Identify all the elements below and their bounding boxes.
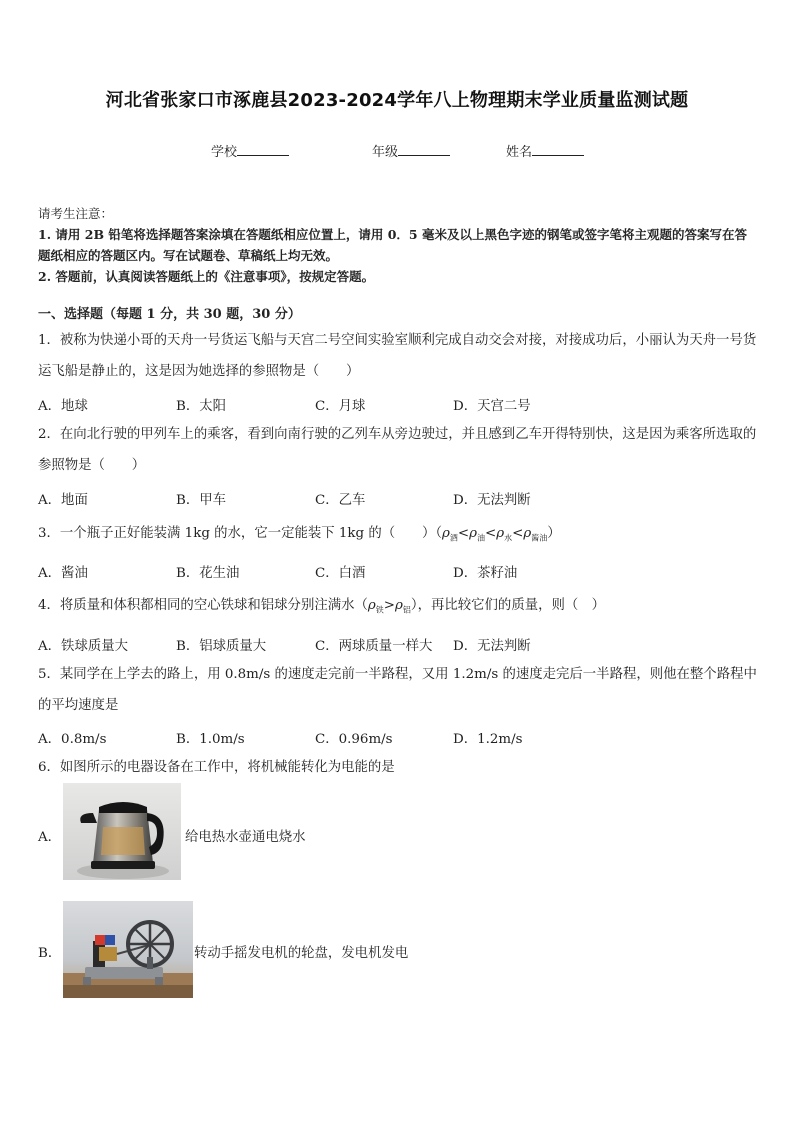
notice-heading: 请考生注意： — [38, 206, 114, 221]
option: C．两球质量一样大 — [315, 639, 433, 654]
option-a-label: A． — [38, 830, 62, 845]
question-3-text: 3．一个瓶子正好能装满 1kg 的水，它一定能装下 1kg 的（ ）（ — [38, 526, 443, 541]
school-field — [211, 141, 289, 160]
question-1-stem: 1．被称为快递小哥的天舟一号货运飞船与天宫二号空间实验室顺利完成自动交会对接，对接成功后，小丽认为天舟一号货运飞船是静止的，这是因为她选择的参照物是（ ） — [38, 333, 757, 379]
option: D．无法判断 — [453, 493, 531, 508]
option: C．乙车 — [315, 493, 366, 508]
school-label: 学校 — [211, 145, 238, 160]
rho-symbol: ρ — [395, 598, 403, 613]
rho-symbol: ρ — [523, 526, 532, 541]
page-title: 河北省张家口市涿鹿县2023-2024学年八上物理期末学业质量监测试题 — [105, 90, 689, 111]
option: C．0.96m/s — [315, 732, 393, 747]
option: B．1.0m/s — [176, 732, 245, 747]
question-4-text: 4．将质量和体积都相同的空心铁球和铝球分别注满水（ — [38, 598, 368, 613]
notice-item-1: 1. 请用 2B 铅笔将选择题答案涂填在答题纸相应位置上，请用 0．5 毫米及以上黑色字迹的钢笔或签字笔将主观题的答案写在答题纸相应的答题区内。写在试题卷、草稿纸上均无效。 — [38, 227, 747, 263]
name-blank — [532, 143, 584, 156]
rho-sub: 水 — [504, 533, 513, 543]
name-label: 姓名 — [506, 145, 533, 160]
option-b-text: 转动手摇发电机的轮盘，发电机发电 — [194, 946, 409, 961]
rho-sub: 油 — [477, 533, 486, 543]
option: C．白酒 — [315, 566, 366, 581]
option: D．茶籽油 — [453, 566, 518, 581]
option: A．0.8m/s — [38, 732, 107, 747]
option: A．铁球质量大 — [38, 639, 129, 654]
rho-sub: 铝 — [402, 605, 411, 615]
notice-item-2: 2. 答题前，认真阅读答题纸上的《注意事项》，按规定答题。 — [38, 269, 375, 284]
grade-blank — [398, 143, 450, 156]
formula-close: ），再比较它们的质量，则（ ） — [410, 598, 606, 613]
electric-kettle-picture — [63, 783, 181, 880]
name-field — [506, 141, 584, 160]
section-title: 一、选择题（每题 1 分，共 30 题，30 分） — [38, 307, 301, 322]
rho-symbol: ρ — [442, 526, 450, 541]
option: A．酱油 — [38, 566, 88, 581]
compare-sign: > — [383, 598, 396, 613]
notice-block — [38, 203, 758, 287]
option: B．铝球质量大 — [176, 639, 267, 654]
option: D．天宫二号 — [453, 399, 531, 414]
option: A．地球 — [38, 399, 88, 414]
option: B．花生油 — [176, 566, 240, 581]
question-5-stem: 5．某同学在上学去的路上，用 0.8m/s 的速度走完前一半路程，又用 1.2m/s 的速度走完后一半路程，则他在整个路程中的平均速度是 — [38, 667, 757, 713]
rho-sub: 铁 — [375, 605, 384, 615]
rho-symbol: ρ — [469, 526, 478, 541]
compare-sign: < — [485, 526, 497, 541]
option: B．甲车 — [176, 493, 227, 508]
hand-crank-generator-picture — [63, 901, 193, 998]
question-2-stem: 2．在向北行驶的甲列车上的乘客，看到向南行驶的乙列车从旁边驶过，并且感到乙车开得特别快，这是因为乘客所选取的参照物是（ ） — [38, 427, 757, 473]
question-6-stem: 6．如图所示的电器设备在工作中，将机械能转化为电能的是 — [38, 760, 395, 775]
question-4-stem — [38, 590, 760, 626]
option: B．太阳 — [176, 399, 227, 414]
option: D．1.2m/s — [453, 732, 523, 747]
option: C．月球 — [315, 399, 366, 414]
school-blank — [237, 143, 289, 156]
compare-sign: < — [512, 526, 524, 541]
rho-symbol: ρ — [496, 526, 505, 541]
rho-sub: 酱油 — [531, 533, 548, 543]
rho-symbol: ρ — [367, 598, 376, 613]
rho-sub: 酒 — [449, 533, 458, 543]
question-3-stem — [38, 518, 760, 554]
option-a-text: 给电热水壶通电烧水 — [185, 830, 306, 845]
option-b-label: B． — [38, 946, 62, 961]
option: D．无法判断 — [453, 639, 531, 654]
formula-close: ） — [547, 526, 561, 541]
option: A．地面 — [38, 493, 88, 508]
grade-label: 年级 — [372, 145, 399, 160]
compare-sign: < — [457, 526, 470, 541]
grade-field — [372, 141, 450, 160]
